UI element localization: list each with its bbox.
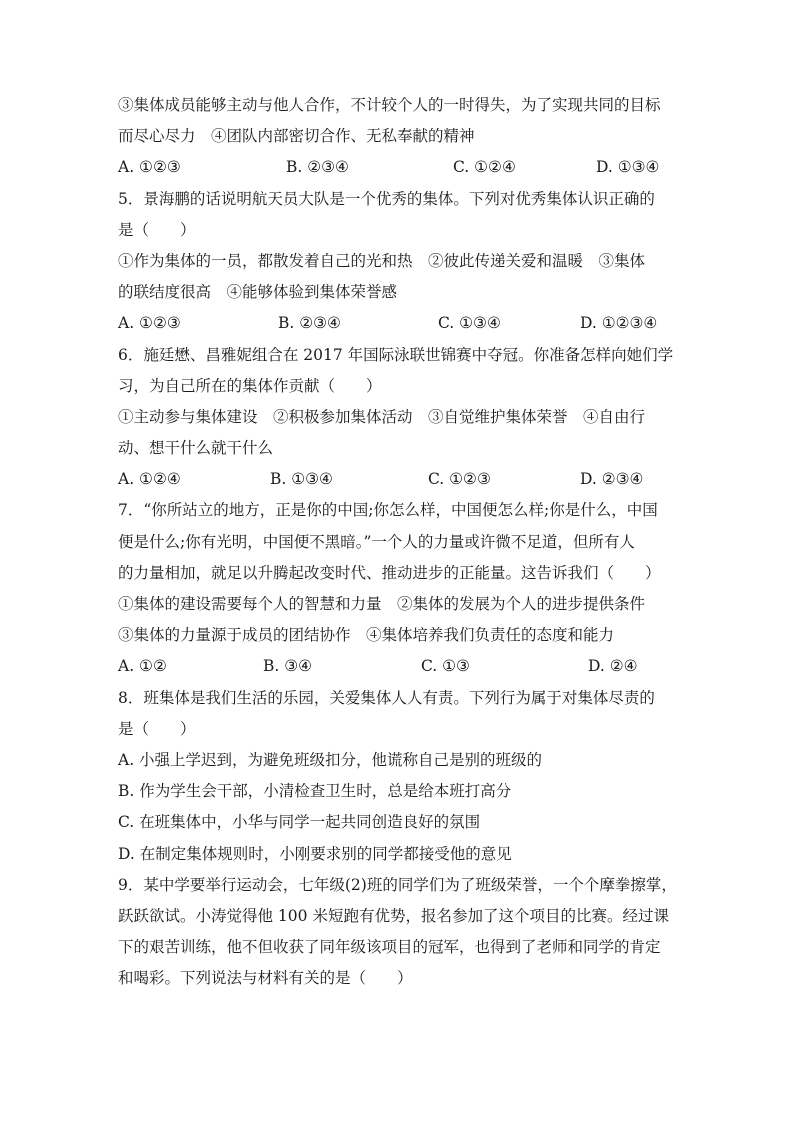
answer-option: D. ②③④ — [580, 470, 644, 489]
answer-option: C. ①③ — [421, 657, 470, 676]
text-line: 6．施廷懋、昌雅妮组合在 2017 年国际泳联世锦赛中夺冠。你准备怎样向她们学 — [118, 345, 674, 364]
answer-options — [118, 308, 678, 339]
text-line: 而尽心尽力 ④团队内部密切合作、无私奉献的精神 — [118, 127, 475, 146]
answer-options — [118, 651, 678, 682]
answer-option: B. ③④ — [263, 657, 313, 676]
text-line: ③集体的力量源于成员的团结协作 ④集体培养我们负责任的态度和能力 — [118, 626, 615, 645]
text-line: 5．景海鹏的话说明航天员大队是一个优秀的集体。下列对优秀集体认识正确的 — [118, 189, 655, 208]
text-line: 动、想干什么就干什么 — [118, 439, 274, 458]
answer-option: A. ①②④ — [118, 470, 181, 489]
answer-options — [118, 152, 678, 183]
text-line: 是（ ） — [118, 220, 196, 239]
answer-option: A. ①② — [118, 657, 167, 676]
question-content — [118, 90, 678, 994]
text-line: 8．班集体是我们生活的乐园，关爱集体人人有责。下列行为属于对集体尽责的 — [118, 688, 655, 707]
text-line: 习，为自己所在的集体作贡献（ ） — [118, 376, 382, 395]
text-line: D. 在制定集体规则时，小刚要求别的同学都接受他的意见 — [118, 844, 512, 863]
answer-option: B. ②③④ — [278, 314, 341, 333]
text-line: ①集体的建设需要每个人的智慧和力量 ②集体的发展为个人的进步提供条件 — [118, 595, 646, 613]
text-line: 的联结度很高 ④能够体验到集体荣誉感 — [118, 283, 398, 302]
text-line: 跃跃欲试。小涛觉得他 100 米短跑有优势，报名参加了这个项目的比赛。经过课 — [118, 906, 669, 925]
answer-option: C. ①③④ — [438, 314, 501, 333]
text-line: 便是什么;你有光明，中国便不黑暗。”一个人的力量或许微不足道，但所有人 — [118, 532, 635, 551]
text-line: 9．某中学要举行运动会，七年级(2)班的同学们为了班级荣誉，一个个摩拳擦掌， — [118, 875, 677, 894]
answer-option: D. ②④ — [588, 657, 638, 676]
text-line: 下的艰苦训练，他不但收获了同年级该项目的冠军，也得到了老师和同学的肯定 — [118, 938, 661, 957]
answer-option: C. ①②④ — [453, 158, 516, 177]
answer-option: D. ①③④ — [596, 158, 660, 177]
text-line: ①主动参与集体建设 ②积极参加集体活动 ③自觉维护集体荣誉 ④自由行 — [118, 407, 646, 426]
answer-option: A. ①②③ — [118, 158, 181, 177]
text-line: A. 小强上学迟到，为避免班级扣分，他谎称自己是别的班级的 — [118, 750, 543, 769]
text-line: 和喝彩。下列说法与材料有关的是（ ） — [118, 969, 413, 988]
text-line: ①作为集体的一员，都散发着自己的光和热 ②彼此传递关爱和温暖 ③集体 — [118, 251, 646, 270]
text-line: C. 在班集体中，小华与同学一起共同创造良好的氛围 — [118, 813, 481, 832]
answer-options — [118, 464, 678, 495]
text-line: B. 作为学生会干部，小清检查卫生时，总是给本班打高分 — [118, 782, 512, 801]
text-line: ③集体成员能够主动与他人合作，不计较个人的一时得失，为了实现共同的目标 — [118, 96, 661, 114]
answer-option: D. ①②③④ — [580, 314, 658, 333]
answer-option: A. ①②③ — [118, 314, 181, 333]
answer-option: B. ①③④ — [270, 470, 333, 489]
answer-option: C. ①②③ — [428, 470, 491, 489]
answer-option: B. ②③④ — [286, 158, 349, 177]
text-line: 的力量相加，就足以升腾起改变时代、推动进步的正能量。这告诉我们（ ） — [118, 563, 661, 582]
text-line: 7．“你所站立的地方，正是你的中国;你怎么样，中国便怎么样;你是什么，中国 — [118, 501, 658, 520]
text-line: 是（ ） — [118, 719, 196, 738]
